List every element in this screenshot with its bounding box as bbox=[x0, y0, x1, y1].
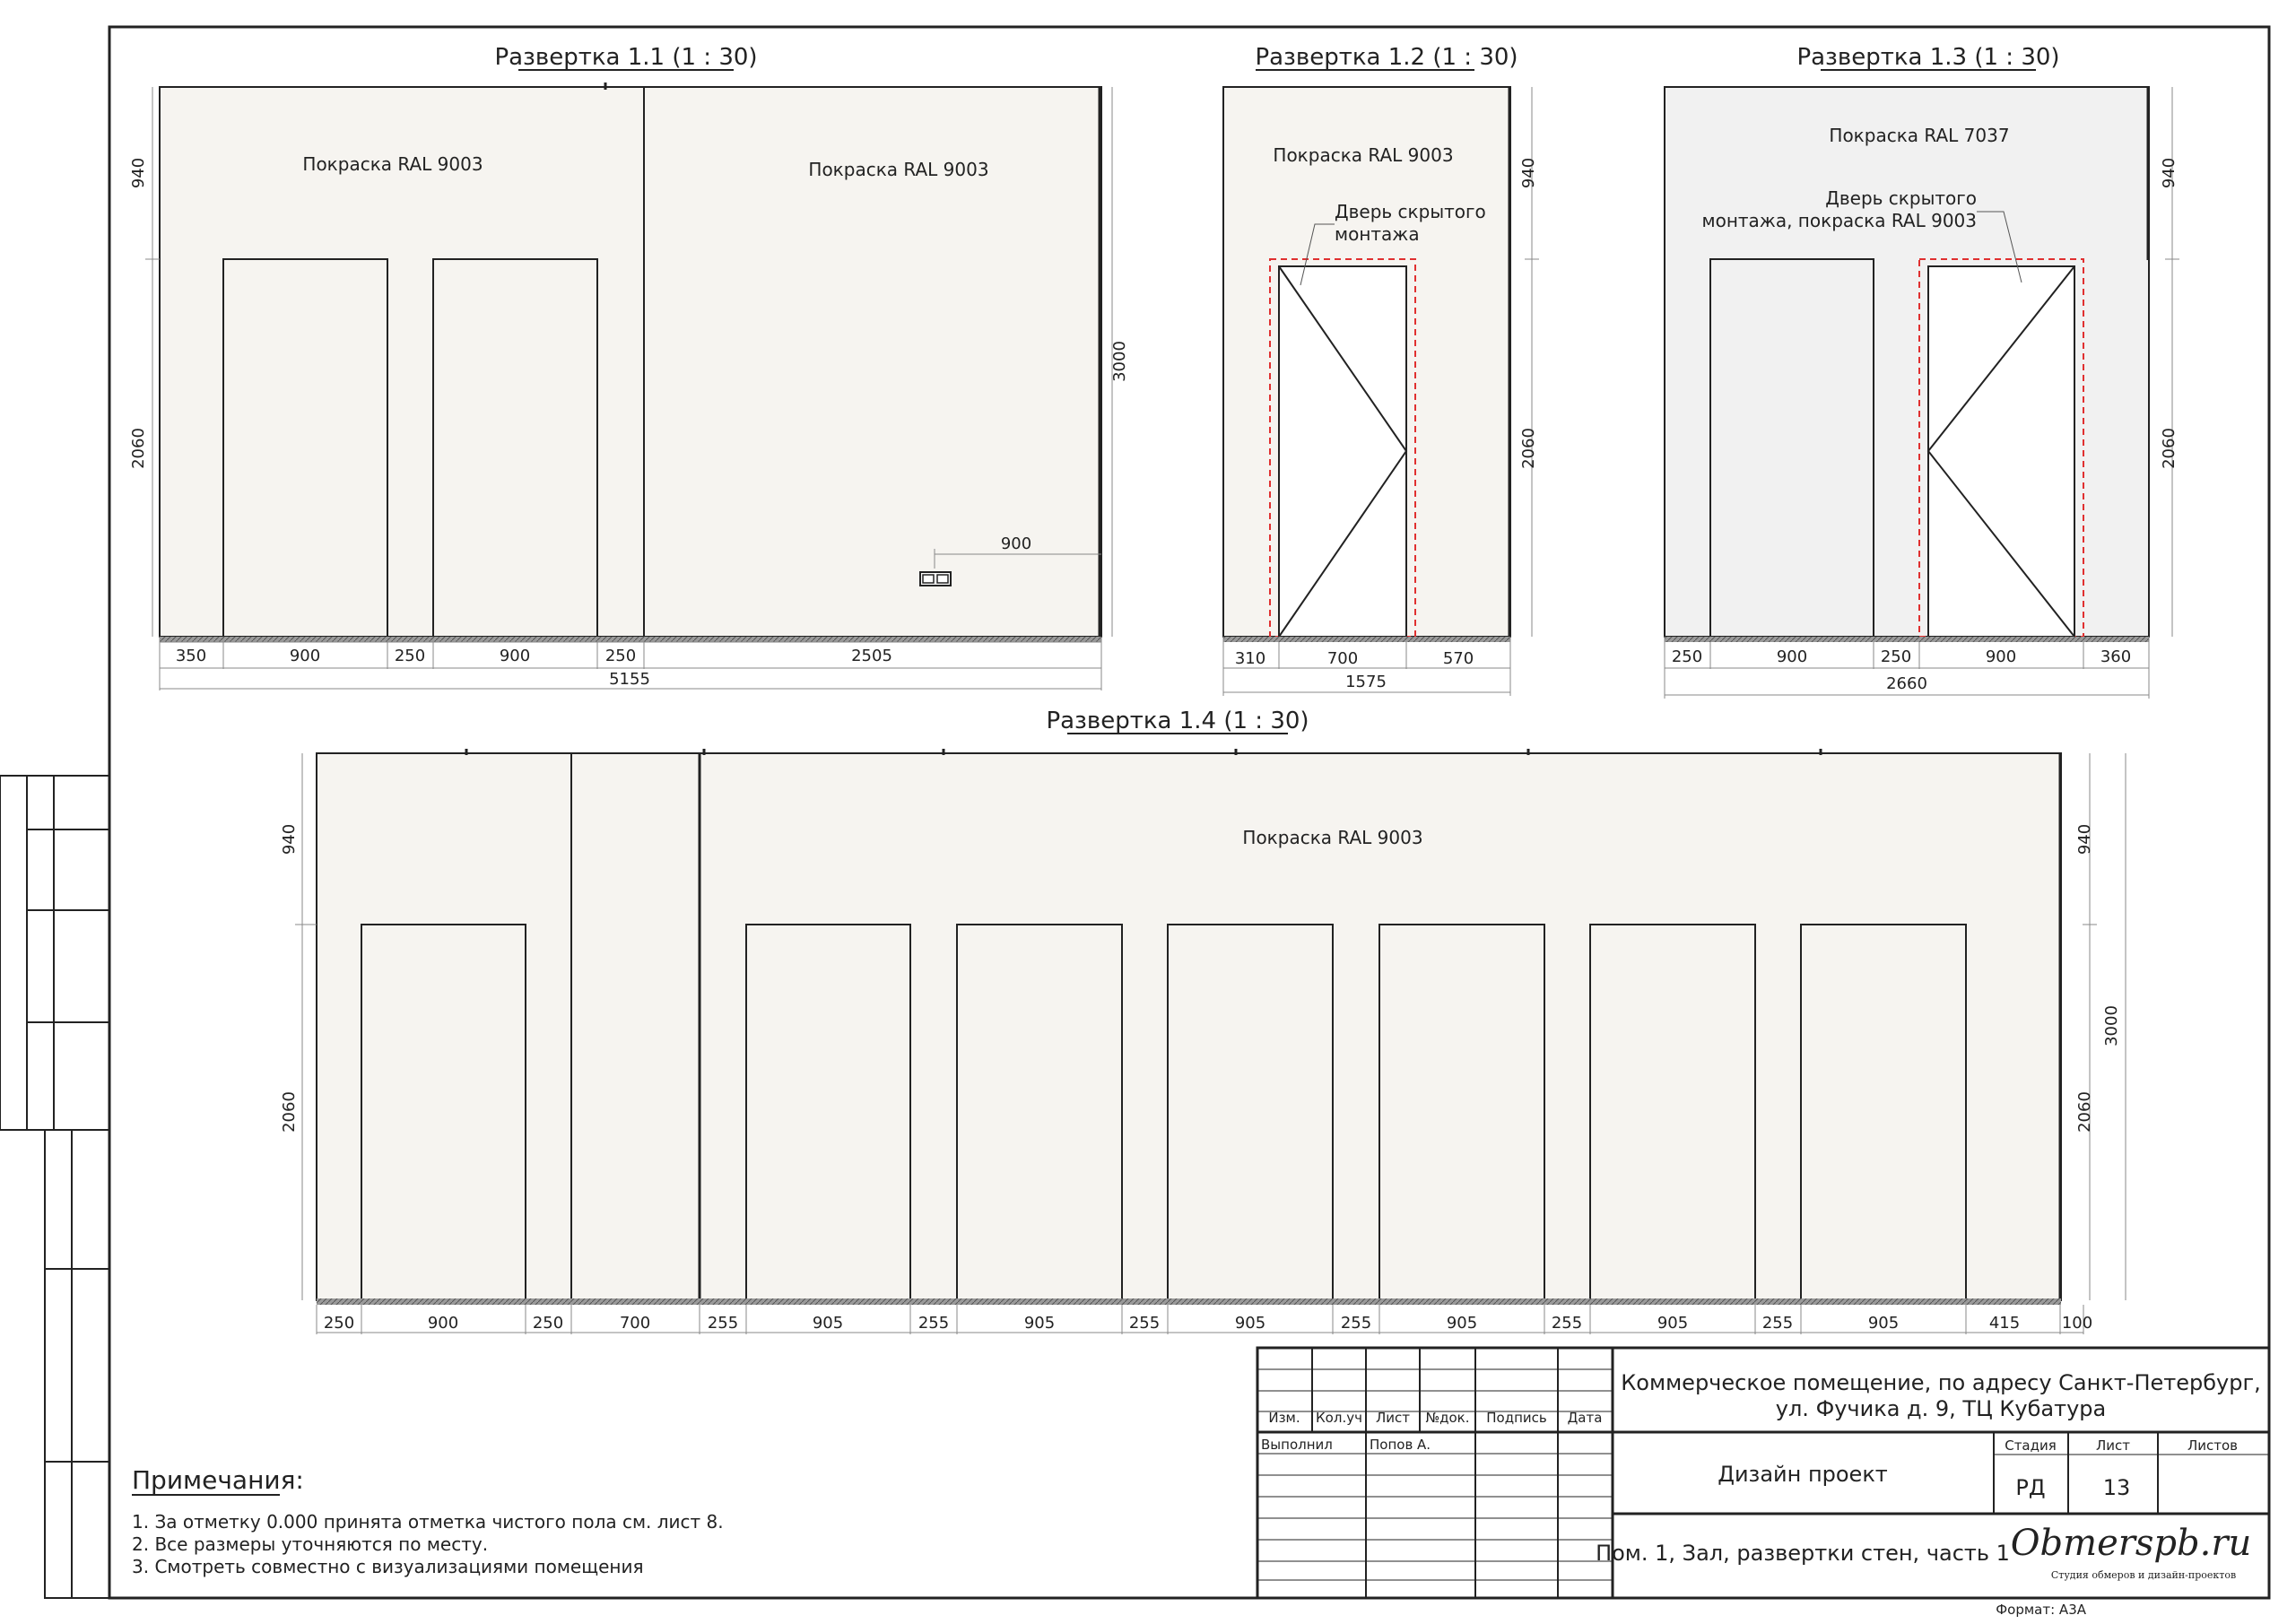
door-1-4-0 bbox=[361, 925, 526, 1300]
dim-1-2-w-2: 570 bbox=[1442, 649, 1474, 668]
door-1-1-a bbox=[223, 259, 387, 637]
dim-1-4-w-12: 255 bbox=[1551, 1314, 1583, 1333]
dim-1-2-w-0: 310 bbox=[1234, 649, 1266, 668]
dim-1-4-w-14: 255 bbox=[1761, 1314, 1794, 1333]
dim-1-4-w-6: 255 bbox=[918, 1314, 950, 1333]
dim-1-4-w-1: 900 bbox=[427, 1314, 459, 1333]
floor-1-2 bbox=[1223, 637, 1510, 642]
dim-1-3-h-upper: 940 bbox=[2160, 157, 2179, 189]
dim-1-4-h-upper-right: 940 bbox=[2075, 823, 2094, 855]
dim-1-4-w-7: 905 bbox=[1023, 1314, 1056, 1333]
tb-project-line2: ул. Фучика д. 9, ТЦ Кубатура bbox=[1775, 1396, 2107, 1421]
tb-col-podpis: Подпись bbox=[1486, 1410, 1547, 1426]
dim-1-4-w-16: 415 bbox=[1988, 1314, 2021, 1333]
tb-format: Формат: А3А bbox=[1996, 1602, 2086, 1618]
dim-1-3-w-3: 900 bbox=[1985, 647, 2017, 666]
note-item-1: 1. За отметку 0.000 принята отметка чистого пола см. лист 8. bbox=[132, 1511, 724, 1533]
floor-1-4 bbox=[317, 1298, 2061, 1305]
door-label-1-2-line1: Дверь скрытого bbox=[1335, 201, 1486, 222]
tb-logo: Obmerspb.ru bbox=[2010, 1523, 2252, 1564]
dim-1-2-h-upper: 940 bbox=[1519, 157, 1538, 189]
dim-1-4-h-total: 3000 bbox=[2102, 1005, 2121, 1046]
socket-dim-1-1: 900 bbox=[1000, 534, 1032, 553]
dim-1-1-h-upper: 940 bbox=[129, 157, 148, 189]
tb-col-izm: Изм. bbox=[1268, 1410, 1300, 1426]
dim-1-4-w-10: 255 bbox=[1340, 1314, 1372, 1333]
dim-1-4-w-9: 905 bbox=[1234, 1314, 1266, 1333]
door-label-1-2-line2: монтажа bbox=[1335, 223, 1420, 245]
door-label-1-3-line2: монтажа, покраска RAL 9003 bbox=[1701, 210, 1977, 231]
tb-col-ndok: №док. bbox=[1425, 1410, 1470, 1426]
door-1-4-6 bbox=[1801, 925, 1966, 1300]
dim-1-1-w-2: 250 bbox=[394, 647, 426, 665]
dim-1-1-w-0: 350 bbox=[175, 647, 207, 665]
paint-label-1-4: Покраска RAL 9003 bbox=[1242, 827, 1423, 848]
floor-1-1 bbox=[160, 637, 1101, 642]
dim-1-3-w-4: 360 bbox=[2100, 647, 2132, 666]
elevation-1-4 bbox=[280, 708, 2126, 1334]
dim-1-3-total: 2660 bbox=[1886, 674, 1927, 693]
elevation-1-1 bbox=[129, 44, 1129, 690]
elevation-1-2 bbox=[1223, 44, 1539, 696]
elevation-1-1-title: Развертка 1.1 (1 : 30) bbox=[494, 44, 758, 71]
note-item-2: 2. Все размеры уточняются по месту. bbox=[132, 1533, 489, 1555]
dim-1-4-w-8: 255 bbox=[1128, 1314, 1161, 1333]
dim-1-4-w-17: 100 bbox=[2061, 1314, 2093, 1333]
elevation-1-3 bbox=[1665, 44, 2179, 699]
tb-sheet-title: Пом. 1, Зал, развертки стен, часть 1 bbox=[1596, 1541, 2010, 1566]
tb-sheet-label: Лист bbox=[2095, 1437, 2131, 1454]
tb-sheets-label: Листов bbox=[2187, 1437, 2239, 1454]
dim-1-1-h-total: 3000 bbox=[1110, 341, 1129, 382]
paint-label-1-1-left: Покраска RAL 9003 bbox=[302, 153, 483, 175]
margin-stamp bbox=[0, 776, 109, 1598]
dim-1-4-w-4: 255 bbox=[707, 1314, 739, 1333]
tb-performed-label: Выполнил bbox=[1261, 1437, 1333, 1453]
dim-1-4-w-2: 250 bbox=[532, 1314, 564, 1333]
door-1-2 bbox=[1279, 266, 1406, 637]
door-1-4-5 bbox=[1590, 925, 1755, 1300]
dim-1-4-h-lower-left: 2060 bbox=[280, 1091, 299, 1133]
door-1-3-a bbox=[1710, 259, 1874, 637]
elevation-1-4-title: Развертка 1.4 (1 : 30) bbox=[1046, 708, 1309, 734]
dim-1-1-total: 5155 bbox=[609, 670, 650, 689]
door-1-1-b bbox=[433, 259, 597, 637]
dim-1-4-w-11: 905 bbox=[1446, 1314, 1478, 1333]
dim-1-4-w-3: 700 bbox=[619, 1314, 651, 1333]
tb-logo-sub: Студия обмеров и дизайн-проектов bbox=[2050, 1569, 2237, 1581]
notes-heading: Примечания: bbox=[132, 1465, 304, 1495]
dim-1-4-w-15: 905 bbox=[1867, 1314, 1900, 1333]
dim-1-2-total: 1575 bbox=[1345, 673, 1387, 691]
tb-col-data: Дата bbox=[1567, 1410, 1603, 1426]
note-item-3: 3. Смотреть совместно с визуализациями помещения bbox=[132, 1556, 644, 1577]
notes-block bbox=[132, 1465, 724, 1577]
elevation-1-3-title: Развертка 1.3 (1 : 30) bbox=[1796, 44, 2060, 71]
door-label-1-3-line1: Дверь скрытого bbox=[1825, 187, 1977, 209]
paint-label-1-3: Покраска RAL 7037 bbox=[1829, 125, 2010, 146]
dim-1-3-h-lower: 2060 bbox=[2160, 428, 2179, 469]
dim-1-4-h-upper-left: 940 bbox=[280, 823, 299, 855]
door-1-3-b bbox=[1928, 266, 2074, 637]
dim-1-4-w-5: 905 bbox=[812, 1314, 844, 1333]
tb-project-line1: Коммерческое помещение, по адресу Санкт-Петербург, bbox=[1621, 1370, 2261, 1395]
tb-performed-name: Попов А. bbox=[1370, 1437, 1431, 1453]
dim-1-1-w-1: 900 bbox=[289, 647, 321, 665]
tb-col-list: Лист bbox=[1375, 1410, 1411, 1426]
dim-1-1-w-4: 250 bbox=[604, 647, 637, 665]
tb-stage-value: РД bbox=[2015, 1475, 2046, 1500]
dim-1-1-h-lower: 2060 bbox=[129, 428, 148, 469]
elevation-1-2-title: Развертка 1.2 (1 : 30) bbox=[1255, 44, 1518, 71]
tb-design: Дизайн проект bbox=[1718, 1462, 1888, 1487]
tb-col-kolch: Кол.уч bbox=[1316, 1410, 1362, 1426]
dim-1-1-w-3: 900 bbox=[499, 647, 531, 665]
tb-sheet-value: 13 bbox=[2102, 1475, 2131, 1500]
floor-1-3 bbox=[1665, 637, 2149, 642]
door-1-4-1 bbox=[746, 925, 910, 1300]
dim-1-4-w-13: 905 bbox=[1657, 1314, 1689, 1333]
door-1-4-4 bbox=[1379, 925, 1544, 1300]
dim-1-1-w-5: 2505 bbox=[851, 647, 892, 665]
dim-1-4-h-lower-right: 2060 bbox=[2075, 1091, 2094, 1133]
dim-1-2-h-lower: 2060 bbox=[1519, 428, 1538, 469]
dim-1-3-w-1: 900 bbox=[1776, 647, 1808, 666]
tb-stage-label: Стадия bbox=[2005, 1437, 2057, 1454]
dim-1-3-w-2: 250 bbox=[1880, 647, 1912, 666]
paint-label-1-2: Покраска RAL 9003 bbox=[1273, 144, 1454, 166]
door-1-4-2 bbox=[957, 925, 1122, 1300]
dim-1-4-w-0: 250 bbox=[323, 1314, 355, 1333]
paint-label-1-1-right: Покраска RAL 9003 bbox=[808, 159, 989, 180]
dim-1-3-w-0: 250 bbox=[1671, 647, 1703, 666]
door-1-4-3 bbox=[1168, 925, 1333, 1300]
dim-1-2-w-1: 700 bbox=[1326, 649, 1359, 668]
